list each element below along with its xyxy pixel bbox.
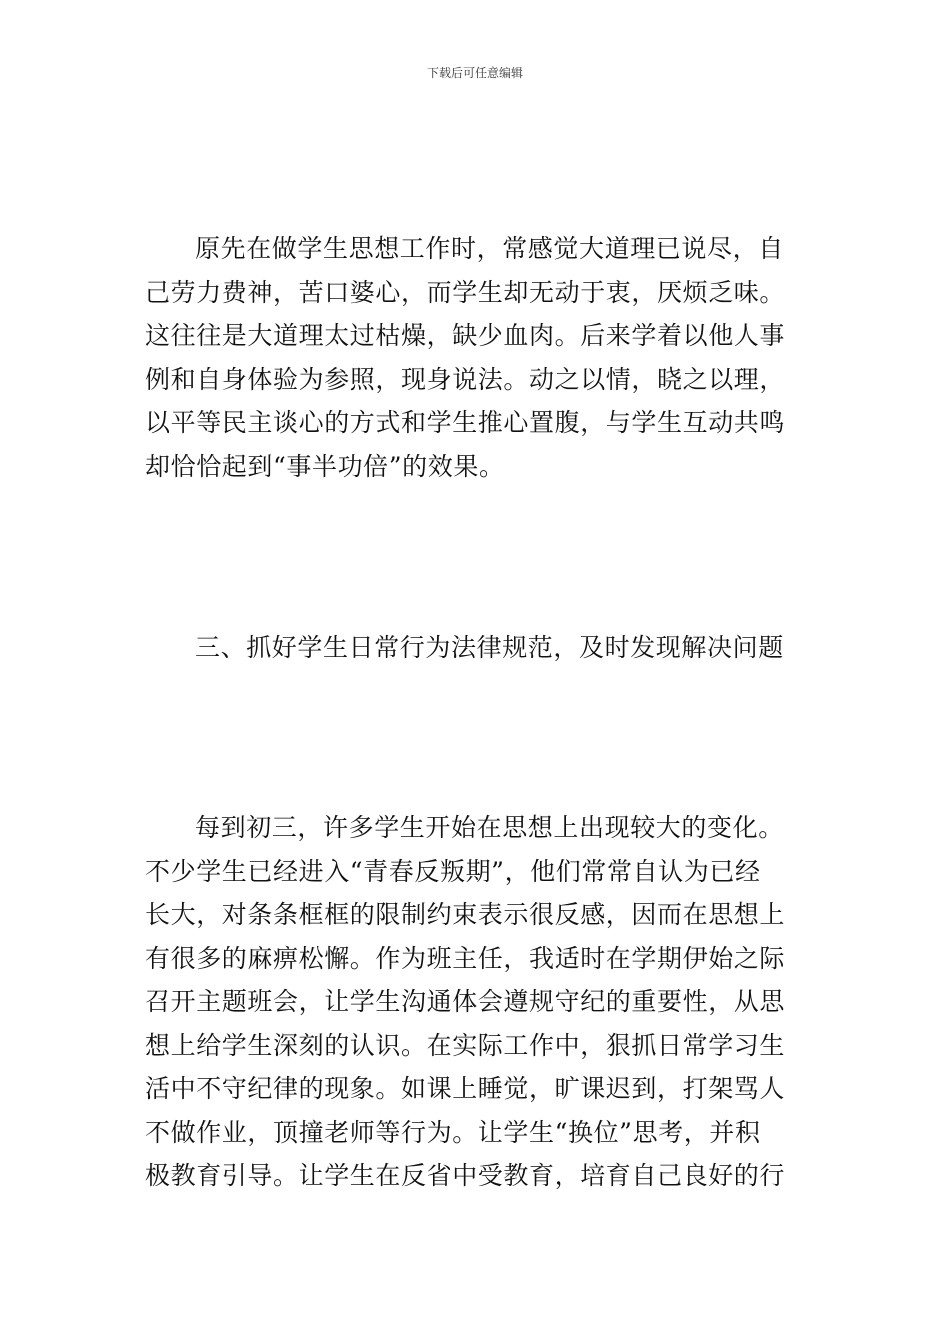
paragraph-1 [145, 227, 805, 488]
page-header: 下载后可任意编辑 [426, 66, 523, 80]
paragraph-2 [145, 806, 805, 1198]
paragraph-line: 不少学生已经进入“青春反叛期”，他们常常自认为已经 [145, 856, 761, 886]
paragraph-line: 极教育引导。让学生在反省中受教育，培育自己良好的行 [145, 1161, 786, 1190]
paragraph-line: 却恰恰起到“事半功倍”的效果。 [145, 451, 505, 481]
paragraph-line: 每到初三，许多学生开始在思想上出现较大的变化。 [195, 813, 784, 842]
paragraph-line: 己劳力费神，苦口婆心，而学生却无动于衷，厌烦乏味。 [145, 277, 786, 307]
paragraph-line: 召开主题班会，让学生沟通体会遵规守纪的重要性，从思 [145, 987, 786, 1016]
paragraph-line: 活中不守纪律的现象。如课上睡觉，旷课迟到，打架骂人 [145, 1074, 786, 1103]
paragraph-line: 以平等民主谈心的方式和学生推心置腹，与学生互动共鸣 [145, 408, 786, 437]
paragraph-line: 这往往是大道理太过枯燥，缺少血肉。后来学着以他人事 [145, 321, 786, 350]
paragraph-line: 原先在做学生思想工作时，常感觉大道理已说尽，自 [195, 234, 784, 263]
section-heading: 三、抓好学生日常行为法律规范，及时发现解决问题 [195, 633, 784, 662]
paragraph-line: 长大，对条条框框的限制约束表示很反感，因而在思想上 [145, 900, 786, 929]
paragraph-line: 想上给学生深刻的认识。在实际工作中，狠抓日常学习生 [145, 1030, 786, 1060]
paragraph-line: 例和自身体验为参照，现身说法。动之以情，晓之以理， [145, 364, 786, 394]
paragraph-line: 不做作业，顶撞老师等行为。让学生“换位”思考，并积 [145, 1117, 761, 1147]
paragraph-line: 有很多的麻痹松懈。作为班主任，我适时在学期伊始之际 [145, 943, 786, 973]
